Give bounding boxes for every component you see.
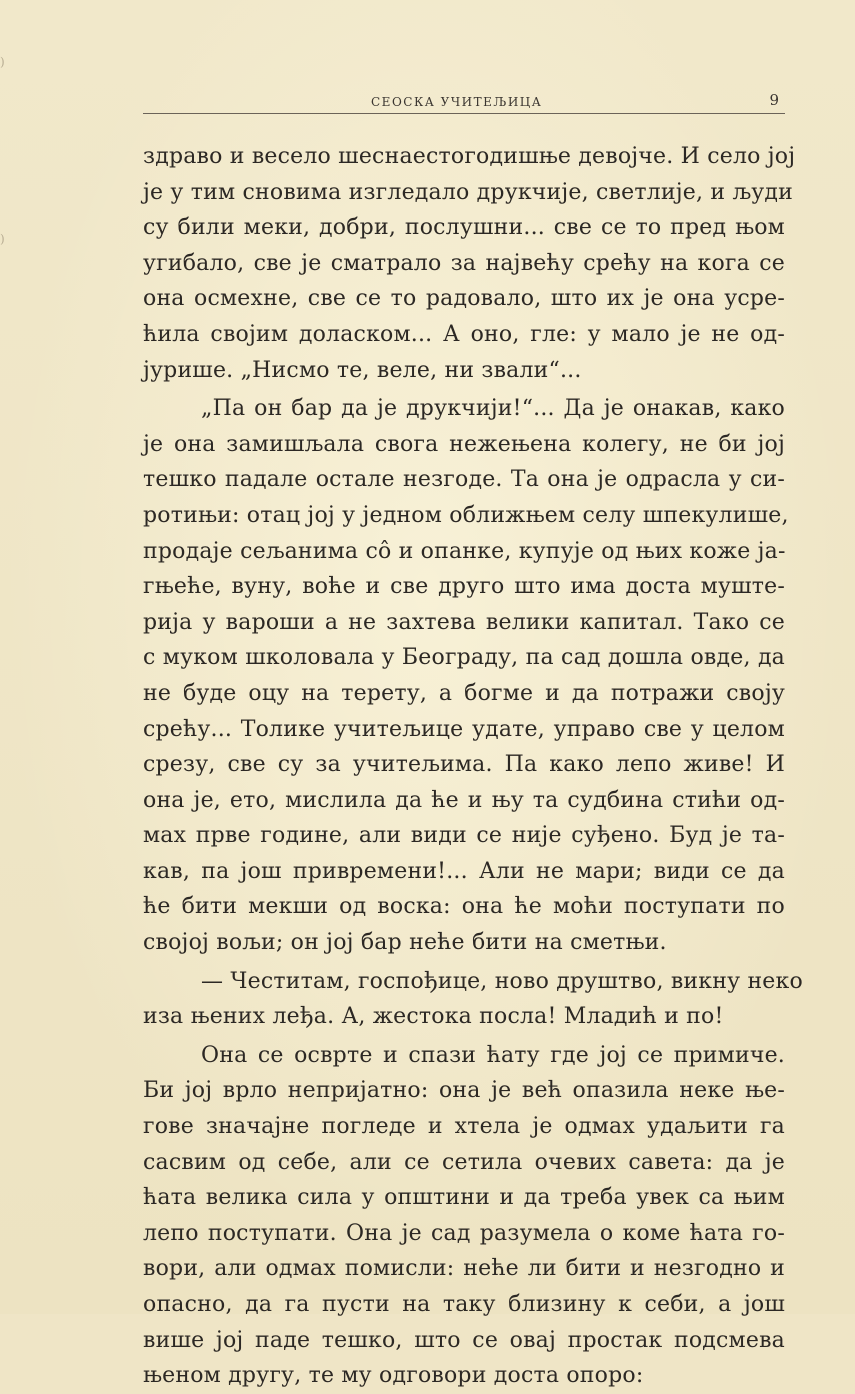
running-title: СЕОСКА УЧИТЕЉИЦА	[371, 95, 543, 109]
text-line: тешко падале остале незгоде. Та она је одрасла у си-	[143, 467, 785, 493]
text-line: она осмехне, све се то радовало, што их је она усре-	[143, 286, 785, 312]
text-line: продаје сељанима сô и опанке, купује од њих коже ја-	[143, 538, 786, 564]
text-line: су били меки, добри, послушни... све се то пред њом	[143, 215, 785, 241]
text-line: срећу... Толике учитељице удате, управо све у целом	[143, 716, 785, 742]
margin-mark: )	[0, 55, 5, 69]
text-line: кав, па још привремени!... Али не мари; види се да	[143, 858, 785, 884]
text-line: рија у вароши а не захтева велики капитал. Тако се	[143, 609, 785, 635]
text-line: ћила својим доласком... А оно, гле: у мало је не од-	[143, 321, 785, 347]
margin-mark: )	[0, 232, 5, 246]
text-line: вори, али одмах помисли: неће ли бити и незгодно и	[143, 1256, 785, 1282]
text-line: иза њених леђа. А, жестока посла! Младић и по!	[143, 1004, 724, 1030]
text-line: Би јој врло непријатно: она је већ опазила неке ње-	[143, 1078, 785, 1104]
text-line: лепо поступати. Она је сад разумела о коме ћата го-	[143, 1220, 785, 1246]
text-line: здраво и весело шеснаестогодишње девојче. И село јој	[143, 144, 796, 169]
text-line: мах прве године, али види се није суђено. Буд је та-	[143, 823, 785, 849]
text-line: Она се осврте и спази ћату где јој се примиче.	[201, 1042, 785, 1068]
text-line: гњеће, вуну, воће и све друго што има доста муште-	[143, 574, 785, 600]
text-line: опасно, да га пусти на таку близину к себи, а још	[143, 1292, 785, 1317]
running-header	[143, 88, 785, 118]
text-line: ће бити мекши од воска: она ће моћи поступати по	[143, 894, 785, 920]
text-line: она је, ето, мислила да ће и њу та судбина стићи од-	[143, 787, 785, 813]
text-line: с муком школовала у Београду, па сад дошла овде, да	[143, 645, 785, 671]
text-line: је она замишљала свога нежењена колегу, не би јој	[143, 431, 785, 457]
text-line: не буде оцу на терету, а богме и да потражи своју	[143, 680, 785, 706]
text-line: гове значајне погледе и хтела је одмах удаљити га	[143, 1114, 785, 1140]
text-line: својој вољи; он јој бар неће бити на сметњи.	[143, 930, 667, 956]
text-line: њеном другу, те му одговори доста опоро:	[143, 1363, 644, 1389]
text-line: угибало, све је сматрало за највећу срећу на кога се	[143, 250, 785, 276]
text-line: — Честитам, госпођице, ново друштво, викну неко	[201, 968, 803, 994]
text-line: сасвим од себе, али се сетила очевих савета: да је	[143, 1149, 785, 1175]
body-text	[143, 139, 803, 1394]
page-number: 9	[769, 91, 779, 109]
text-line: ћата велика сила у општини и да треба увек са њим	[143, 1185, 785, 1211]
text-line: јурише. „Нисмо те, веле, ни звали“...	[143, 357, 582, 383]
text-line: је у тим сновима изгледало друкчије, светлије, и људи	[143, 179, 793, 205]
text-line: „Па он бар да је друкчији!“... Да је онакав, како	[201, 396, 785, 422]
text-line: више јој паде тешко, што се овај простак подсмева	[143, 1327, 785, 1353]
text-line: ротињи: отац јој у једном оближњем селу шпекулише,	[143, 502, 789, 528]
header-rule	[143, 113, 785, 114]
text-line: срезу, све су за учитељима. Па како лепо живе! И	[143, 752, 785, 778]
